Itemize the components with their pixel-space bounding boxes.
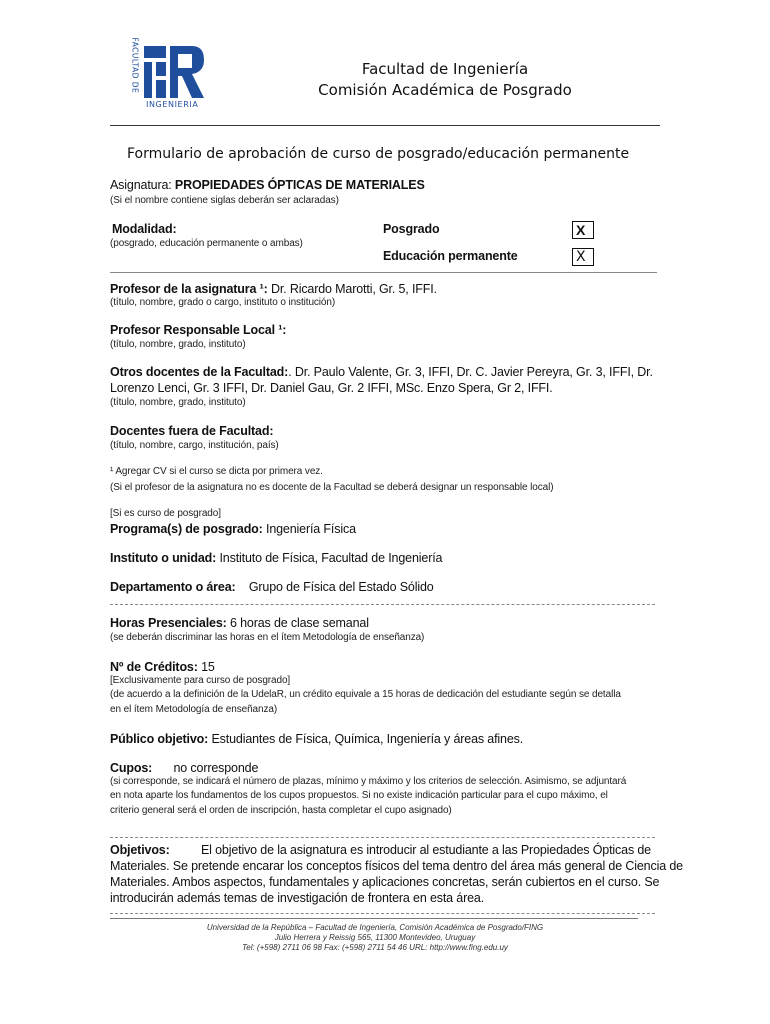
profesor-note: (título, nombre, grado o cargo, instituto o institución) [110, 297, 336, 308]
objetivos-line-3: Materiales. Ambos aspectos, fundamentales y aplicaciones concretas, serán cubiertos en el curso. Se [110, 875, 660, 889]
programa-row [110, 522, 356, 536]
creditos-value: 15 [197, 660, 215, 674]
otros-value-1: . Dr. Paulo Valente, Gr. 3, IFFI, Dr. C. Javier Pereyra, Gr. 3, IFFI, Dr. [288, 365, 653, 379]
objetivos-line-2: Materiales. Se pretende encarar los conceptos físicos del tema dentro del área más general de Ciencia de [110, 859, 683, 873]
asignatura-label: Asignatura: [110, 178, 172, 192]
programa-value: Ingeniería Física [262, 522, 356, 536]
footer-divider [110, 918, 638, 919]
creditos-note-1: [Exclusivamente para curso de posgrado] [110, 675, 291, 686]
programa-label: Programa(s) de posgrado: [110, 522, 263, 536]
modalidad-option-posgrado: Posgrado [383, 222, 440, 236]
publico-label: Público objetivo: [110, 732, 209, 746]
educacion-checkbox[interactable]: X [572, 248, 594, 266]
departamento-label: Departamento o área: [110, 580, 236, 594]
cupos-note-2: en nota aparte los fundamentos de los cupos propuestos. Si no existe indicación particular para el cupo máximo, el [110, 790, 608, 801]
footer-line-3: Tel: (+598) 2711 06 98 Fax: (+598) 2711 54 46 URL: http://www.fing.edu.uy [242, 943, 508, 952]
asignatura-note: (Si el nombre contiene siglas deberán ser aclaradas) [110, 195, 339, 206]
profesor-value: Dr. Ricardo Marotti, Gr. 5, IFFI. [267, 282, 437, 296]
modalidad-option-educacion: Educación permanente [383, 249, 518, 263]
responsable-note: (título, nombre, grado, instituto) [110, 339, 246, 350]
objetivos-line-4: introducirán además temas de investigación de frontera en esta área. [110, 891, 485, 905]
horas-row [110, 616, 369, 630]
creditos-row [110, 660, 215, 674]
departamento-divider [110, 604, 655, 605]
footer-line-1: Universidad de la República – Facultad de Ingeniería, Comisión Académica de Posgrado/FING [206, 923, 544, 932]
programa-pre: [Si es curso de posgrado] [110, 508, 221, 519]
asignatura-value: PROPIEDADES ÓPTICAS DE MATERIALES [174, 178, 425, 192]
fuera-label: Docentes fuera de Facultad: [110, 424, 274, 438]
cupos-note-3: criterio general será el orden de inscripción, hasta completar el cupo asignado) [110, 805, 452, 816]
horas-value: 6 horas de clase semanal [226, 616, 369, 630]
profesor-label: Profesor de la asignatura ¹: [110, 282, 268, 296]
cv-note-line-2: (Si el profesor de la asignatura no es docente de la Facultad se deberá designar un responsable local) [110, 482, 554, 493]
cv-note-line-1: ¹ Agregar CV si el curso se dicta por primera vez. [110, 466, 323, 477]
otros-row [110, 365, 653, 379]
responsable-label: Profesor Responsable Local ¹: [110, 323, 287, 337]
otros-label: Otros docentes de la Facultad: [110, 365, 289, 379]
horas-label: Horas Presenciales: [110, 616, 227, 630]
horas-note: (se deberán discriminar las horas en el ítem Metodología de enseñanza) [110, 632, 425, 643]
publico-row [110, 732, 523, 746]
modalidad-divider [110, 272, 657, 273]
modalidad-label: Modalidad: [112, 222, 177, 236]
instituto-row [110, 551, 442, 565]
instituto-value: Instituto de Física, Facultad de Ingeniería [216, 551, 443, 565]
publico-value: Estudiantes de Física, Química, Ingeniería y áreas afines. [208, 732, 524, 746]
creditos-note-3: en el ítem Metodología de enseñanza) [110, 704, 278, 715]
cupos-value: no corresponde [173, 761, 259, 775]
objetivos-label: Objetivos: [110, 843, 170, 857]
faculty-logo [130, 37, 210, 112]
otros-note: (título, nombre, grado, instituto) [110, 397, 246, 408]
departamento-row [110, 580, 434, 594]
logo-bottom-text: INGENIERIA [146, 100, 199, 109]
objetivos-line-1: El objetivo de la asignatura es introducir al estudiante a las Propiedades Ópticas de [200, 843, 651, 857]
cupos-divider [110, 837, 655, 838]
objetivos-divider-1 [110, 913, 655, 914]
modalidad-note: (posgrado, educación permanente o ambas) [110, 238, 303, 249]
logo-vertical-text: FACULTAD DE [130, 37, 140, 94]
cupos-row [110, 761, 258, 775]
cupos-note-1: (si corresponde, se indicará el número de plazas, mínimo y máximo y los criterios de selección. Asimismo, se adjuntará [110, 776, 627, 787]
creditos-label: Nº de Créditos: [110, 660, 198, 674]
departamento-value: Grupo de Física del Estado Sólido [248, 580, 434, 594]
creditos-note-2: (de acuerdo a la definición de la UdelaR, un crédito equivale a 15 horas de dedicación del estudiante según se detalla [110, 689, 621, 700]
header-line-1: Facultad de Ingeniería [361, 60, 529, 78]
form-title: Formulario de aprobación de curso de posgrado/educación permanente [127, 146, 630, 162]
footer-line-2: Julio Herrera y Reissig 565, 11300 Montevideo, Uruguay [274, 933, 476, 942]
header-divider [110, 125, 660, 126]
posgrado-checkbox[interactable]: X [572, 221, 594, 239]
instituto-label: Instituto o unidad: [110, 551, 217, 565]
header-line-2: Comisión Académica de Posgrado [318, 81, 572, 99]
otros-value-2: Lorenzo Lenci, Gr. 3 IFFI, Dr. Daniel Gau, Gr. 2 IFFI, MSc. Enzo Spera, Gr 2, IFFI. [110, 381, 553, 395]
profesor-row [110, 282, 437, 296]
objetivos-row [110, 843, 651, 857]
cupos-label: Cupos: [110, 761, 153, 775]
asignatura-row [110, 178, 425, 192]
fuera-note: (título, nombre, cargo, institución, país) [110, 440, 279, 451]
